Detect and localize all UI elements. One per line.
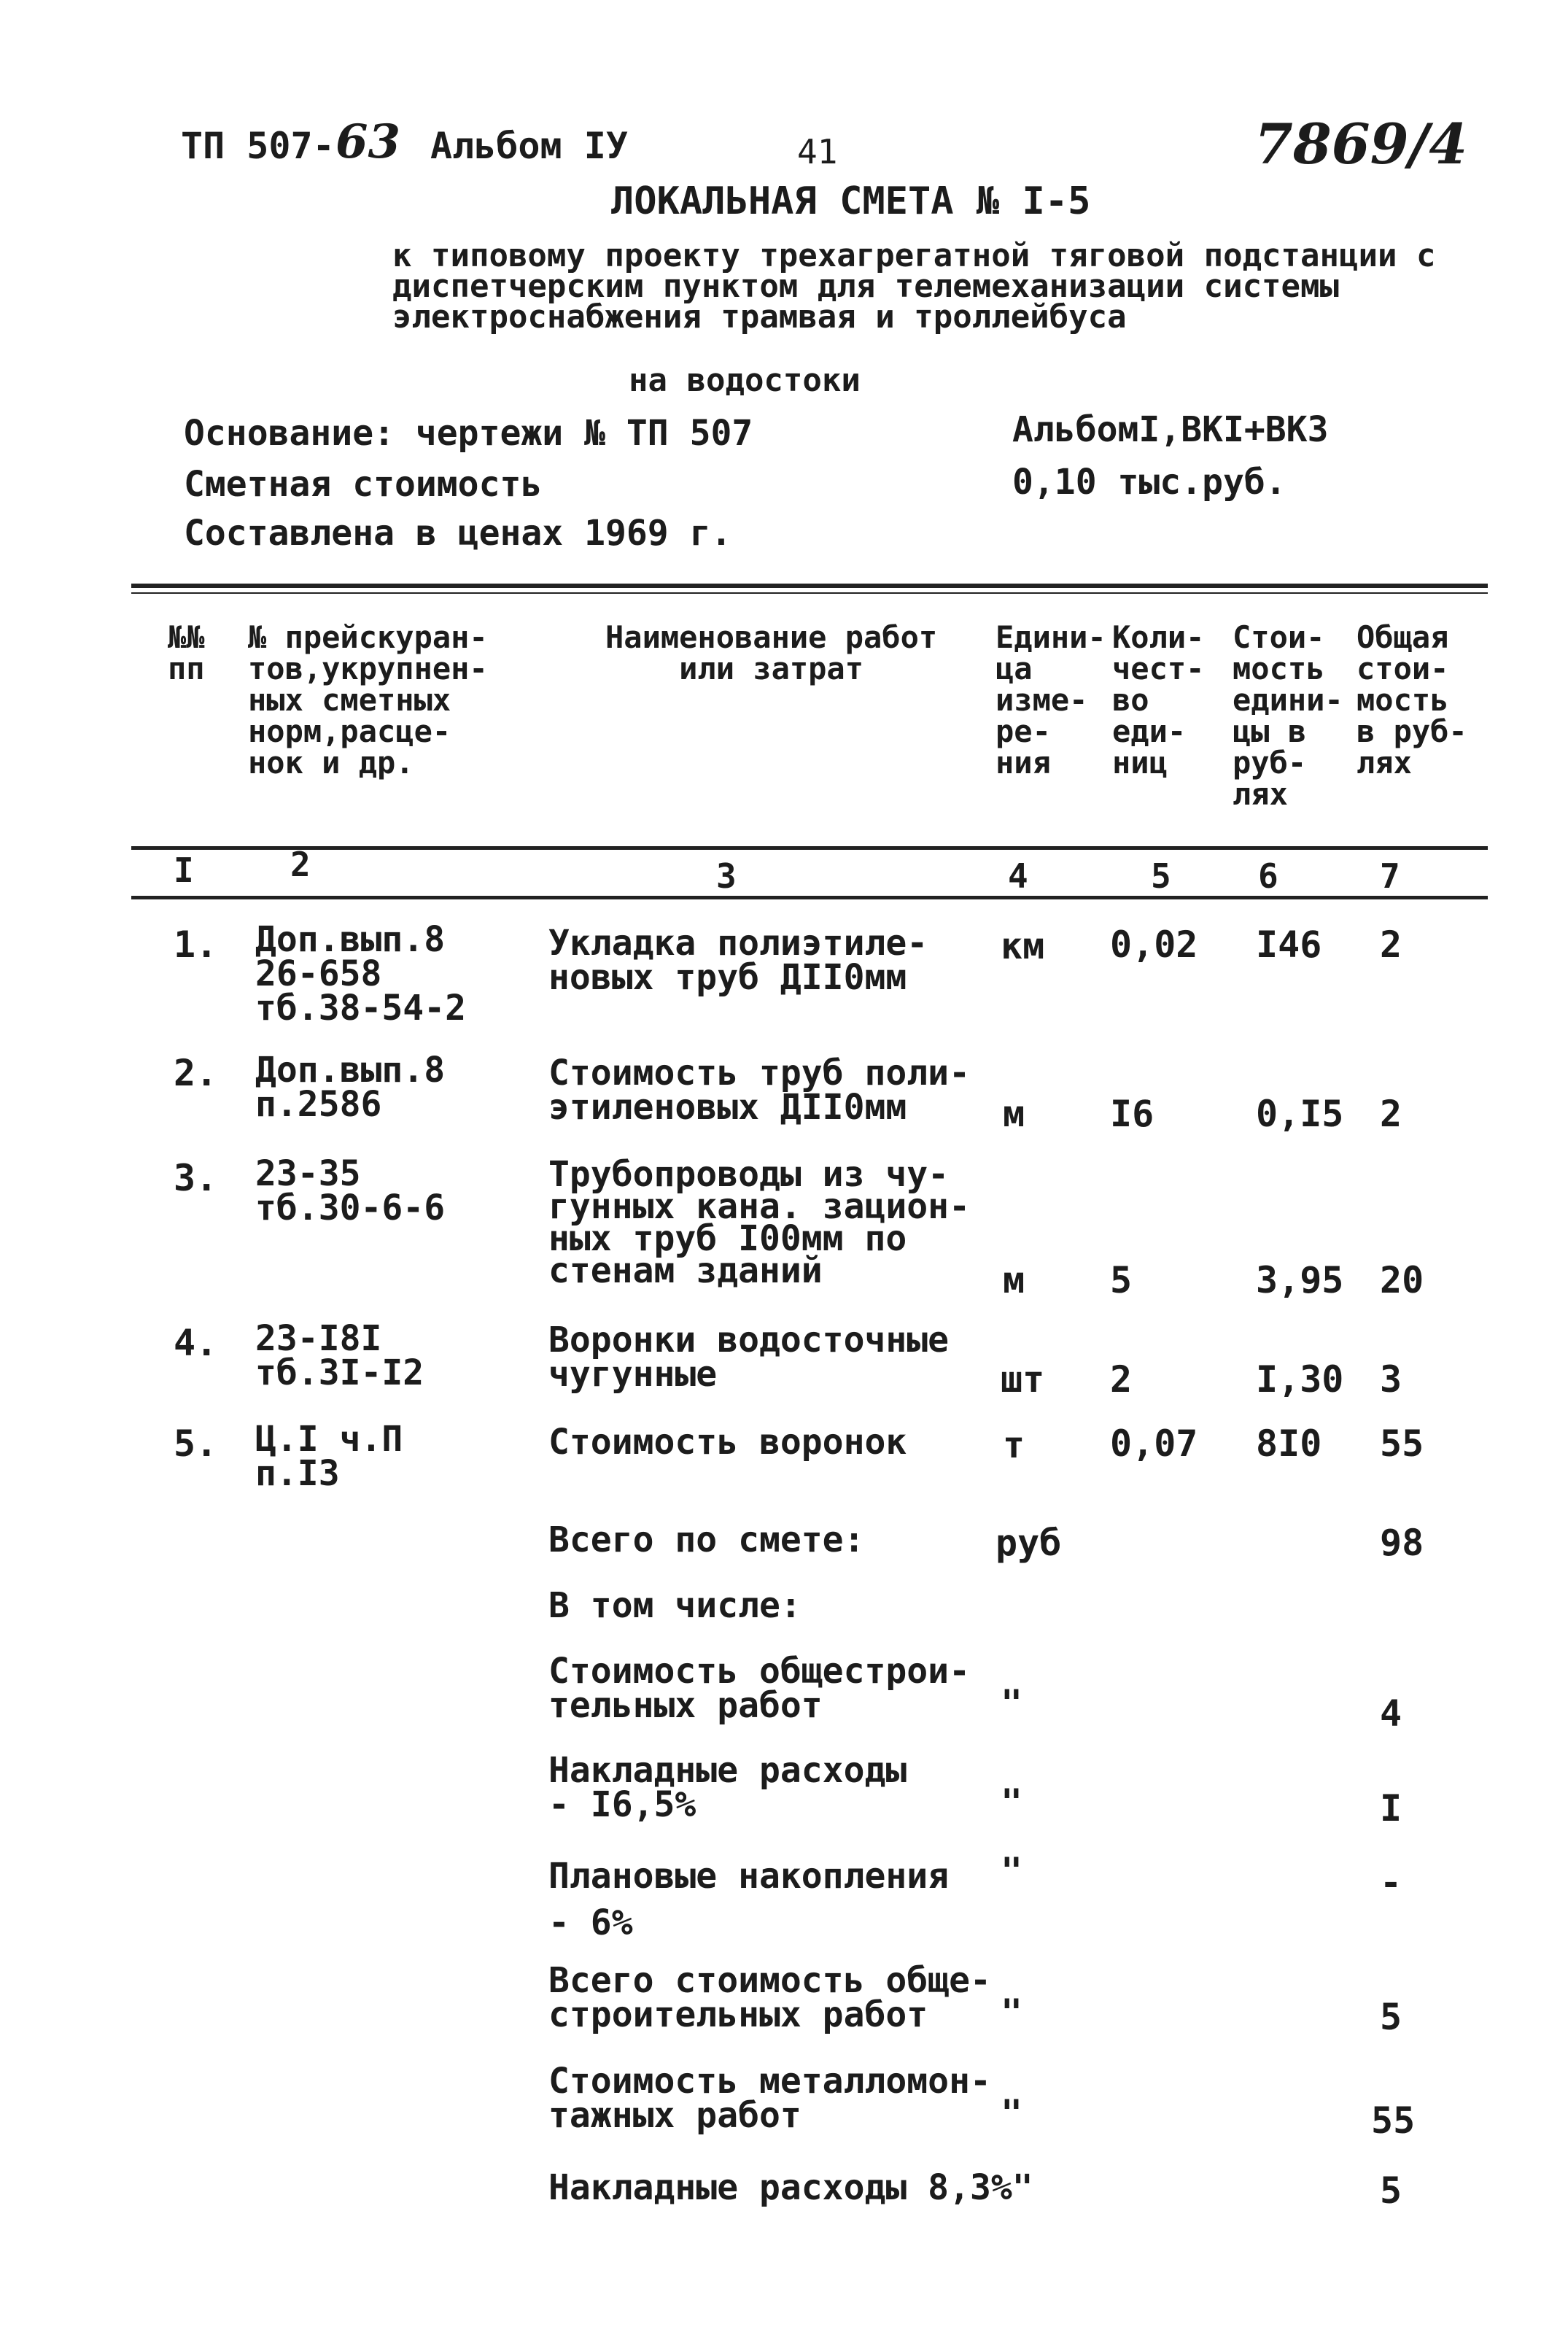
cost-label: Сметная стоимость: [184, 464, 543, 505]
summary-total-general-value: 5: [1380, 1996, 1402, 2038]
summary-metal-works-unit: ": [1001, 2092, 1023, 2134]
row-4-unit-price: I,30: [1256, 1358, 1344, 1401]
col-header-reference: № прейскуран- тов,укрупнен- ных сметных норм,расце- нок и др.: [248, 619, 488, 781]
numbers-bottom-rule: [131, 896, 1488, 899]
row-2-unit: м: [1003, 1093, 1025, 1135]
summary-planned-savings-label: Плановые накопления - 6%: [548, 1856, 950, 1943]
row-5-unit-price: 8I0: [1256, 1422, 1322, 1465]
summary-general-works-unit: ": [1001, 1682, 1023, 1724]
row-4-total: 3: [1380, 1358, 1402, 1401]
row-4-quantity: 2: [1110, 1358, 1133, 1401]
summary-total-value: 98: [1380, 1522, 1424, 1564]
col-number-1: I: [174, 851, 194, 890]
table-top-rule-thin: [131, 592, 1488, 594]
row-1-number: 1.: [174, 924, 218, 966]
col-header-unit: Едини- ца изме- ре- ния: [995, 619, 1106, 781]
summary-metal-overhead-label: Накладные расходы 8,3%": [548, 2167, 1033, 2208]
estimate-subject: на водостоки: [629, 362, 861, 399]
row-2-work-name: Стоимость труб поли- этиленовых ДII0мм: [548, 1053, 970, 1128]
cost-value: 0,10 тыс.руб.: [1012, 462, 1286, 503]
summary-metal-works-label: Стоимость металломон- тажных работ: [548, 2061, 991, 2136]
document-stamp-number: 7869/4: [1254, 112, 1468, 177]
summary-including-label: В том числе:: [548, 1585, 802, 1626]
summary-planned-savings-unit: ": [1001, 1850, 1023, 1892]
col-number-4: 4: [1008, 856, 1028, 896]
col-header-number: №№ пп: [168, 619, 205, 686]
summary-general-works-label: Стоимость общестрои- тельных работ: [548, 1651, 970, 1726]
summary-total-unit: руб: [995, 1522, 1062, 1564]
row-1-work-name: Укладка полиэтиле- новых труб ДII0мм: [548, 923, 928, 998]
row-3-reference: 23-35 тб.30-6-6: [255, 1153, 446, 1228]
col-header-quantity: Коли- чест- во еди- ниц: [1112, 619, 1205, 781]
basis-label: Основание: чертежи № ТП 507: [184, 413, 753, 454]
page-number: 41: [797, 132, 838, 171]
estimate-title: ЛОКАЛЬНАЯ СМЕТА № I-5: [611, 179, 1091, 223]
summary-overhead-unit: ": [1001, 1781, 1023, 1824]
tp-code-handwritten: 63: [335, 115, 401, 169]
row-3-total: 20: [1380, 1259, 1424, 1301]
estimate-subtitle: к типовому проекту трехагрегатной тяговой подстанции с диспетчерским пунктом для телемеханизации системы электроснабжения трамвая и троллейбуса: [392, 237, 1436, 336]
row-3-quantity: 5: [1110, 1259, 1133, 1301]
summary-general-works-value: 4: [1380, 1692, 1402, 1735]
table-top-rule: [131, 584, 1488, 588]
row-2-unit-price: 0,I5: [1256, 1093, 1344, 1135]
header-bottom-rule: [131, 846, 1488, 850]
col-header-work-name: Наименование работ или затрат: [605, 619, 938, 686]
summary-total-general-unit: ": [1001, 1991, 1023, 2034]
col-number-2: 2: [290, 845, 311, 884]
summary-total-label: Всего по смете:: [548, 1519, 865, 1560]
row-1-reference: Доп.вып.8 26-658 тб.38-54-2: [255, 919, 466, 1029]
row-5-reference: Ц.I ч.П п.I3: [255, 1419, 403, 1494]
col-header-unit-price: Стои- мость едини- цы в руб- лях: [1233, 619, 1343, 812]
row-2-number: 2.: [174, 1052, 218, 1094]
summary-overhead-label: Накладные расходы - I6,5%: [548, 1750, 907, 1825]
prices-year-label: Составлена в ценах 1969 г.: [184, 513, 732, 554]
row-4-reference: 23-I8I тб.3I-I2: [255, 1318, 424, 1393]
row-5-unit: т: [1003, 1424, 1025, 1466]
summary-metal-works-value: 55: [1371, 2099, 1416, 2142]
row-5-total: 55: [1380, 1422, 1424, 1465]
col-number-3: 3: [716, 856, 737, 896]
row-4-work-name: Воронки водосточные чугунные: [548, 1320, 950, 1395]
row-1-unit: км: [1001, 925, 1045, 967]
row-3-work-name: Трубопроводы из чу- гунных кана. зацион- ных труб I00мм по стенам зданий: [548, 1154, 970, 1291]
row-3-unit: м: [1003, 1259, 1025, 1301]
col-header-total: Общая стои- мость в руб- лях: [1357, 619, 1467, 781]
col-number-6: 6: [1258, 856, 1278, 896]
tp-code-prefix: ТП 507-: [181, 125, 335, 167]
basis-value: АльбомI,ВКI+ВК3: [1012, 409, 1329, 450]
row-1-total: 2: [1380, 924, 1402, 966]
row-1-quantity: 0,02: [1110, 924, 1198, 966]
row-5-quantity: 0,07: [1110, 1422, 1198, 1465]
row-2-total: 2: [1380, 1093, 1402, 1135]
row-3-number: 3.: [174, 1157, 218, 1199]
summary-planned-savings-value: -: [1380, 1862, 1402, 1904]
row-1-unit-price: I46: [1256, 924, 1322, 966]
row-2-quantity: I6: [1110, 1093, 1154, 1135]
summary-total-general-label: Всего стоимость обще- строительных работ: [548, 1960, 991, 2035]
row-2-reference: Доп.вып.8 п.2586: [255, 1050, 446, 1125]
row-5-work-name: Стоимость воронок: [548, 1422, 907, 1463]
row-4-number: 4.: [174, 1322, 218, 1364]
row-3-unit-price: 3,95: [1256, 1259, 1344, 1301]
col-number-5: 5: [1151, 856, 1171, 896]
row-4-unit: шт: [1001, 1358, 1045, 1401]
col-number-7: 7: [1380, 856, 1400, 896]
summary-overhead-value: I: [1380, 1787, 1402, 1830]
album-label: Альбом IУ: [430, 125, 628, 167]
row-5-number: 5.: [174, 1422, 218, 1465]
summary-metal-overhead-value: 5: [1380, 2169, 1402, 2212]
